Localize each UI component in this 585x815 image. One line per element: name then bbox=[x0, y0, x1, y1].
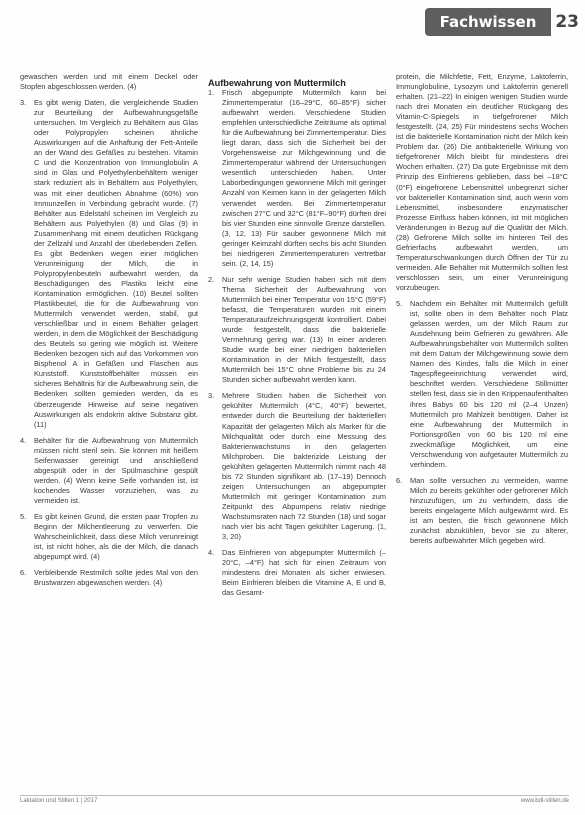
item-text: Nur sehr wenige Studien haben sich mit dem Thema Sicherheit der Aufbewahrung von Muttermilch bei einer Temperatur von 15°C (59°F) befasst, die Temperaturen wurden mit einem Temperaturaufzeichnungsgerät kontrolliert. Dabei wurde festgestellt, dass die bakterielle Vermehrung gering war. (13) In einer anderen Studie wurde bei einer niedrigen bakteriellen Kontamination in der Milch festgestellt, dass Muttermilch bei 15°C ohne Probleme bis zu 24 Stunden sicher aufbewahrt werden kann. bbox=[222, 274, 386, 385]
item-text: Man sollte versuchen zu vermeiden, warme Milch zu bereits gekühlter oder gefrorener Milch hinzuzufügen, um zu verhindern, dass die bereits eingelagerte Milch aufgewärmt wird. Es ist am besten, die frisch gewonnene Milch zunächst abzukühlen, bevor sie zu älterer, bereits aufbewahrter Milch gegeben wird. bbox=[410, 475, 568, 546]
item-text: Nachdem ein Behälter mit Muttermilch gefüllt ist, sollte oben in dem Behälter noch Platz gelassen werden, um der Milch Raum zur Ausdehnung beim Gefrieren zu gewähren. Alle Aufbewahrungsbehälter von Muttermilch sollten mit dem Datum der Milchgewinnung sowie dem Namen des Kindes, falls die Milch in einer Tagespflegeeinrichtung verwendet wird, beschriftet werden. Verschiedene Stillmütter stellen fest, dass sie in den Krippenaufenthalten ihres Babys 60 bis 120 ml (2–4 Unzen) Muttermilch pro Mahlzeit benötigen. Daher ist eine Aufbewahrung der Muttermilch in Portionsgrößen von 60 bis 120 ml eine zweckmäßige Möglichkeit, um eine Verschwendung von aufgetauter Muttermilch zu verhindern. bbox=[410, 299, 568, 469]
item-text: Es gibt keinen Grund, die ersten paar Tropfen zu Beginn der Milchentleerung zu verwerfen. Die Wahrscheinlichkeit, dass diese Milch verunreinigt ist, ist nicht höher, als die der Milch, die danach abgepumpt wird. (4) bbox=[34, 511, 198, 562]
item-number: 4. bbox=[20, 435, 27, 445]
text-column-left bbox=[20, 72, 198, 594]
item-number: 3. bbox=[20, 98, 27, 108]
item-number: 3. bbox=[208, 391, 215, 401]
section-heading: Aufbewahrung von Muttermilch bbox=[208, 78, 346, 88]
item-number: 4. bbox=[208, 548, 215, 558]
item-number: 1. bbox=[208, 88, 215, 97]
item-text: Behälter für die Aufbewahrung von Muttermilch müssen nicht steril sein. Sie können mit heißem Seifenwasser gereinigt und anschließend abgespült oder in der Spülmaschine gespült werden. (4) Wenn keine Seife vorhanden ist, ist kochendes Wasser vorzuziehen, was zu vermeiden ist. bbox=[34, 435, 198, 505]
item-text: Das Einfrieren von abgepumpter Muttermilch (–20°C, –4°F) hat sich für einen Zeitraum von mindestens drei Monaten als sicher erwiesen. Beim Einfrieren bleiben die Vitamine A, E und B, das Gesamt- bbox=[222, 548, 386, 598]
section-tab bbox=[425, 8, 551, 36]
item-text: Es gibt wenig Daten, die vergleichende Studien zur Beurteilung der Aufbewahrungsgefäße untersuchen. Im Vergleich zu Behältern aus Glas oder Polypropylen scheinen ähnliche Auswirkungen auf die Anhaftung der Fett-Anteile an der Wand des Gefäßes zu bestehen. Vitamin C und die Konzentration von Immunglobulin A sind in Glas und Polyethylenbehältern weniger stark reduziert als in Behältern aus Polyethylen, was mit einer deutlichen Abnahme (60%) von Immunzellen in Verbindung gebracht wurde. (7) Behälter aus Edelstahl scheinen im Vergleich zu Behältern aus Polyethylen (8) und Glas (9) in Zusammenhang mit einem deutlichen Rückgang der Zellzahl und Anzahl der überlebenden Zellen. Es gibt Bedenken wegen einer möglichen Verunreinigung der Milch, die in Polypropylenbeuteln aufbewahrt werden, da Beschädigungen des Plastiks leicht eine Kontamination ermöglichen. (10) Beutel sollten Plastikbeutel, die für die Aufbewahrung von Muttermilch verwendet werden, stabil, gut verschließbar und in einem Behälter gelagert werden, in dem die Möglichkeit der Beschädigung des Beutels so gering wie möglich ist. Weitere Bedenken bezogen sich auf das Vorkommen von Bisphenol A in Gefäßen und Flaschen aus Kunststoff. Kunststoffbehälter müssen ein sicheres Behältnis für die Aufbewahrung sein, die Bedenken sollten gemieden werden, da es überzeugende Hinweise auf seine negativen Auswirkungen als endokrin aktive Substanz gibt. (11) bbox=[34, 98, 198, 429]
numbered-list bbox=[208, 88, 386, 598]
list-item bbox=[20, 98, 198, 430]
text-column-middle bbox=[208, 88, 386, 604]
item-number: 6. bbox=[20, 568, 27, 578]
list-item bbox=[20, 436, 198, 506]
paragraph-intro: gewaschen werden und mit einem Deckel oder Stopfen abgeschlossen werden. (4) bbox=[20, 72, 198, 92]
text-column-right bbox=[396, 72, 568, 552]
list-item bbox=[20, 512, 198, 562]
numbered-list bbox=[20, 98, 198, 588]
footer-website: www.bdl-stillen.de bbox=[520, 798, 569, 804]
item-number: 5. bbox=[20, 511, 27, 521]
list-item bbox=[396, 476, 568, 546]
page-footer bbox=[20, 795, 569, 805]
item-number: 2. bbox=[208, 274, 215, 284]
item-text: Frisch abgepumpte Muttermilch kann bei Zimmertemperatur (16–29°C, 60–85°F) sicher aufbewahrt werden. Verschiedene Studien empfehlen unterschiedliche Zeiträume als optimal für die Aufbewahrung bei Zimmertemperatur. Dies liegt daran, dass sich die Sicherheit bei der Vorgehensweise zur Milchgewinnung und die Zimmertemperatur während der Untersuchungen wesentlich unterschieden haben. Unter Laborbedingungen gewonnene Milch mit geringer Anzahl von Keimen kann in der gelagerten Milch verwendet werden. Bei Zimmertemperatur zwischen 27°C und 32°C (81°F–90°F) dürften drei bis vier Stunden eine sinnvolle Grenze darstellen. (3, 12, 13) Für sauber gewonnene Milch mit geringer Keimzahl dürften sechs bis acht Stunden bei niedrigeren Zimmertemperaturen vertretbar sein. (2, 14, 15) bbox=[222, 88, 386, 268]
item-number: 5. bbox=[396, 299, 403, 309]
item-number: 6. bbox=[396, 475, 403, 485]
list-item bbox=[208, 548, 386, 598]
paragraph-continued: protein, die Milchfette, Fett, Enzyme, Laktoferrin, Immunglobuline, Lysozym und Laktoferrin generell erhalten. (21–22) In einigen wenigen Studien wurde nach drei Monaten ein deutlicher Rückgang des Vitamin-C-Spiegels in tiefgefrorener Milch festgestellt. (24, 25) Für mindestens sechs Wochen ist die bakterielle Kontamination nicht der Milch kein Problem dar. (26) Die antibakterielle Wirkung von tiefgefrorener Milch bleibt für mindestens drei Wochen erhalten. (27) Da gute Ergebnisse mit dem Prinzip des Einfrierens geblieben, dass bei –18°C (0°F) eingefrorene Lebensmittel unbegrenzt sicher vor bakterieller Kontamination sind, auch wenn vom Lebensmittel, insbesondere enzymatischer Prozesse Einfluss haben können, ist mit möglichen Veränderungen in Bezug auf die Qualität der Milch. (28) Gefrorene Milch sollte im hinteren Teil des Gefrierfachs aufbewahrt werden, um Temperaturschwankungen durch Öffnen der Tür zu vermeiden. Alle Behälter mit Muttermilch sollten fest verschlossen sein, um einer Verunreinigung vorzubeugen. bbox=[396, 72, 568, 292]
numbered-list bbox=[396, 299, 568, 546]
page-number: 23 bbox=[555, 12, 579, 32]
list-item bbox=[208, 275, 386, 386]
list-item bbox=[396, 299, 568, 470]
item-text: Verbleibende Restmilch sollte jedes Mal von den Brustwarzen abgewaschen werden. (4) bbox=[34, 568, 198, 588]
list-item bbox=[208, 88, 386, 269]
footer-publication: Laktation und Stillen 1 | 2017 bbox=[20, 798, 98, 804]
section-tab-label: Fachwissen bbox=[439, 13, 537, 31]
list-item bbox=[20, 568, 198, 588]
list-item bbox=[208, 391, 386, 542]
item-text: Mehrere Studien haben die Sicherheit von gekühlter Muttermilch (4°C, 40°F) bewertet, entweder durch die Beurteilung der bakteriellen Kapazität der gelagerten Milch als Marker für die Milchqualität oder durch eine Messung des Bakterienwachstums in den gelagerten Milchproben. Die bakterizide Leistung der gekühlten gelagerten Muttermilch nimmt nach 48 bis 72 Stunden signifikant ab. (17–19) Dennoch zeigen Untersuchungen an abgepumpter Muttermilch mit geringer Kontamination zum Zeitpunkt des Abpumpens relativ niedrige Wachstumsraten nach 72 Stunden (18) und sogar nach vier bis acht Tagen gekühlter Lagerung. (1, 3, 20) bbox=[222, 391, 386, 542]
